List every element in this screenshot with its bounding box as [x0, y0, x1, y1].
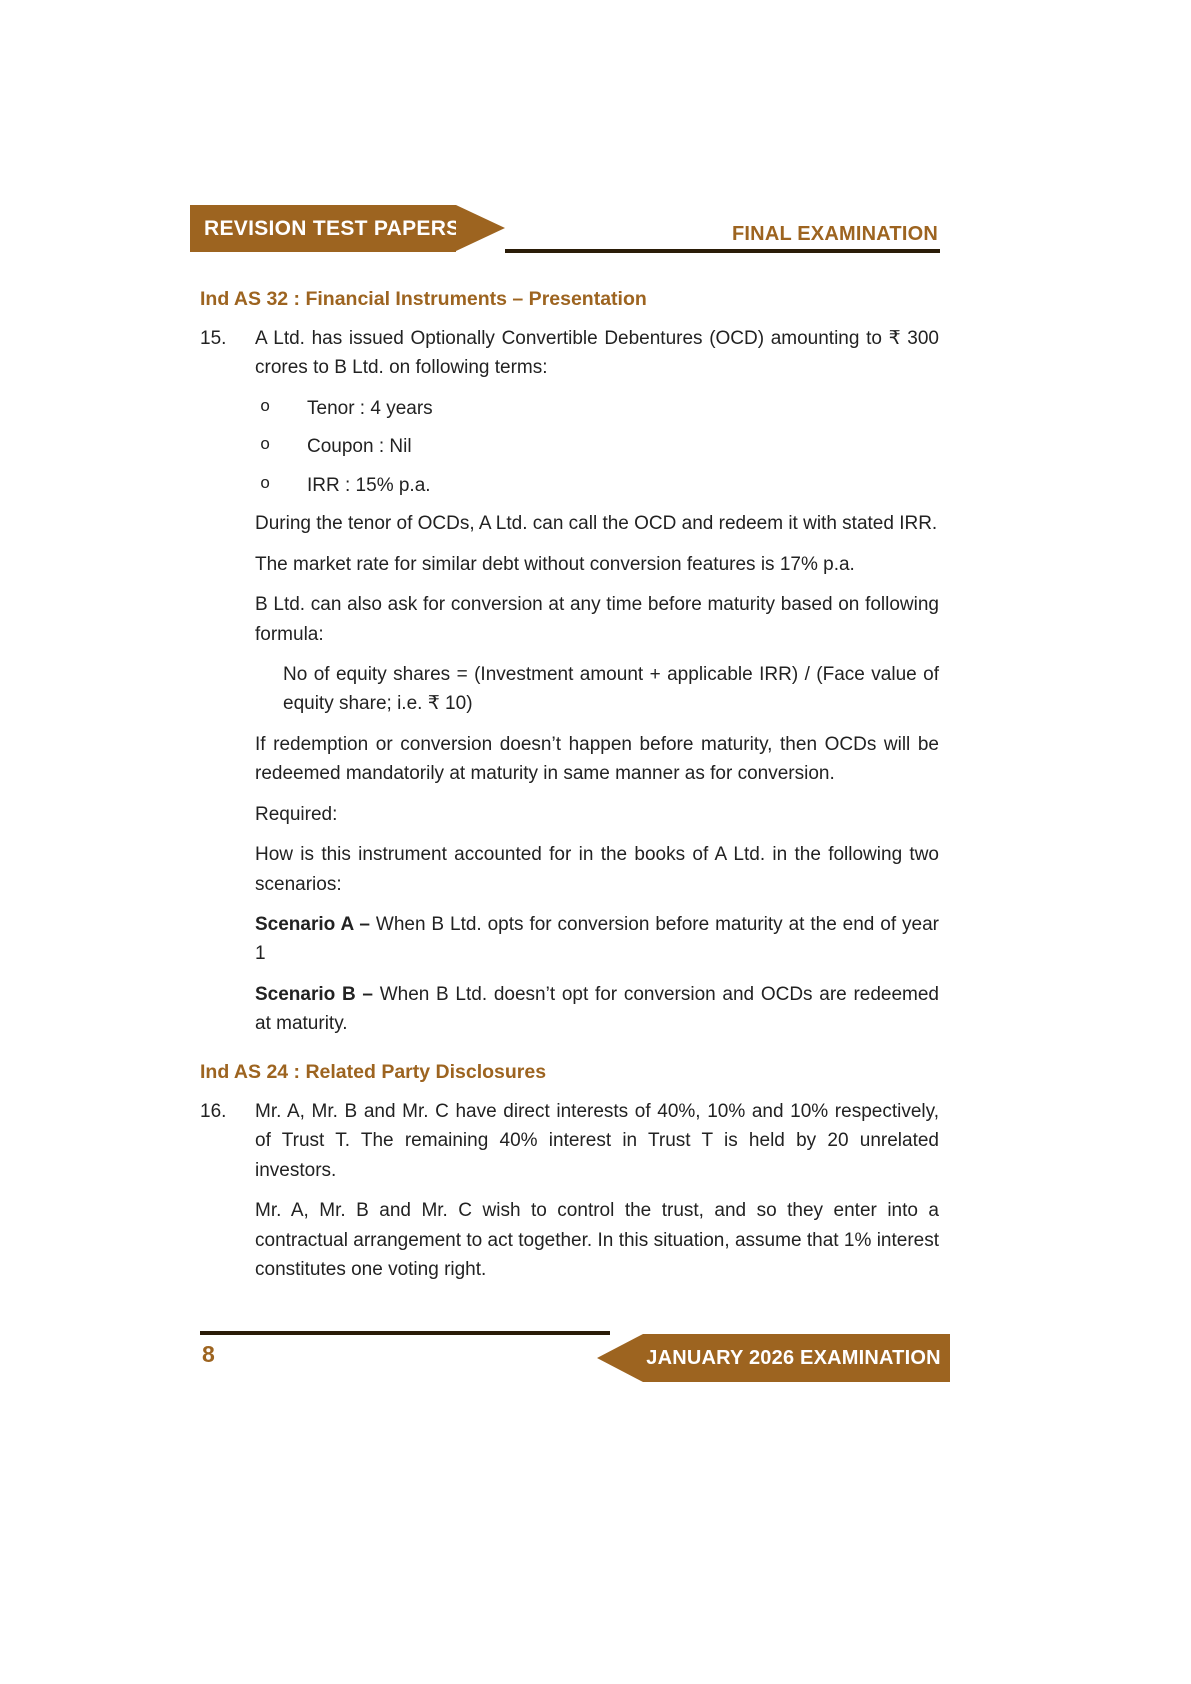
page-number: 8	[202, 1341, 215, 1367]
bullet-marker: o	[260, 397, 271, 417]
question-15-body	[255, 324, 939, 1050]
bullet-item-irr	[255, 471, 939, 500]
formula-equity-shares: No of equity shares = (Investment amount + applicable IRR) / (Face value of equity share; i.e. ₹ 10)	[283, 663, 939, 715]
paragraph-redemption: If redemption or conversion doesn’t happen before maturity, then OCDs will be redeemed mandatorily at maturity in same manner as for conversion.	[255, 733, 939, 785]
bullet-item-coupon	[255, 432, 939, 461]
header-banner	[190, 205, 461, 252]
footer-banner-arrow-icon	[597, 1334, 643, 1382]
header-banner-label: REVISION TEST PAPERS	[204, 216, 461, 240]
terms-bullet-list	[255, 394, 939, 500]
footer-rule	[200, 1331, 610, 1335]
bullet-marker: o	[260, 474, 271, 494]
paragraph-conversion: B Ltd. can also ask for conversion at any time before maturity based on following formula:	[255, 594, 939, 645]
scenario-b-label: Scenario B –	[255, 983, 373, 1005]
section-heading-ind-as-24: Ind AS 24 : Related Party Disclosures	[200, 1060, 547, 1083]
paragraph-control-arrangement: Mr. A, Mr. B and Mr. C wish to control the trust, and so they enter into a contractual arrangement to act together. In this situation, assume that 1% interest constitutes one voting right.	[255, 1200, 939, 1280]
question-15	[200, 324, 939, 1050]
question-16	[200, 1097, 939, 1296]
paragraph-scenario-b	[255, 980, 939, 1039]
paragraph-call-option: During the tenor of OCDs, A Ltd. can call the OCD and redeem it with stated IRR.	[255, 513, 938, 535]
required-label: Required:	[255, 803, 338, 825]
scenario-a-text: When B Ltd. opts for conversion before maturity at the end of year 1	[255, 914, 939, 965]
footer-banner	[643, 1334, 950, 1382]
paragraph-scenario-a	[255, 910, 939, 969]
bullet-item-tenor	[255, 394, 939, 423]
bullet-text: Coupon : Nil	[307, 436, 412, 458]
header-rule	[505, 249, 940, 253]
bullet-text: IRR : 15% p.a.	[307, 474, 431, 496]
paragraph-how-accounted: How is this instrument accounted for in the books of A Ltd. in the following two scenarios:	[255, 844, 939, 895]
paragraph-market-rate: The market rate for similar debt without conversion features is 17% p.a.	[255, 553, 855, 575]
paragraph-trust-interests: Mr. A, Mr. B and Mr. C have direct interests of 40%, 10% and 10% respectively, of Trust T. The remaining 40% interest in Trust T is held by 20 unrelated investors.	[255, 1100, 939, 1181]
question-15-number: 15.	[200, 328, 227, 349]
question-16-body	[255, 1097, 939, 1296]
footer-banner-label: JANUARY 2026 EXAMINATION	[646, 1346, 941, 1369]
question-16-number: 16.	[200, 1100, 227, 1122]
header-exam-label: FINAL EXAMINATION	[732, 223, 938, 245]
question-15-intro: A Ltd. has issued Optionally Convertible Debentures (OCD) amounting to ₹ 300 crores to B Ltd. on following terms:	[255, 328, 939, 379]
section-heading-ind-as-32: Ind AS 32 : Financial Instruments – Presentation	[200, 288, 647, 310]
page-content	[200, 288, 939, 1295]
header-banner-arrow-icon	[456, 205, 505, 251]
bullet-text: Tenor : 4 years	[307, 397, 433, 419]
scenario-b-text: When B Ltd. doesn’t opt for conversion and OCDs are redeemed at maturity.	[255, 983, 939, 1035]
scenario-a-label: Scenario A –	[255, 914, 370, 935]
bullet-marker: o	[260, 436, 271, 456]
